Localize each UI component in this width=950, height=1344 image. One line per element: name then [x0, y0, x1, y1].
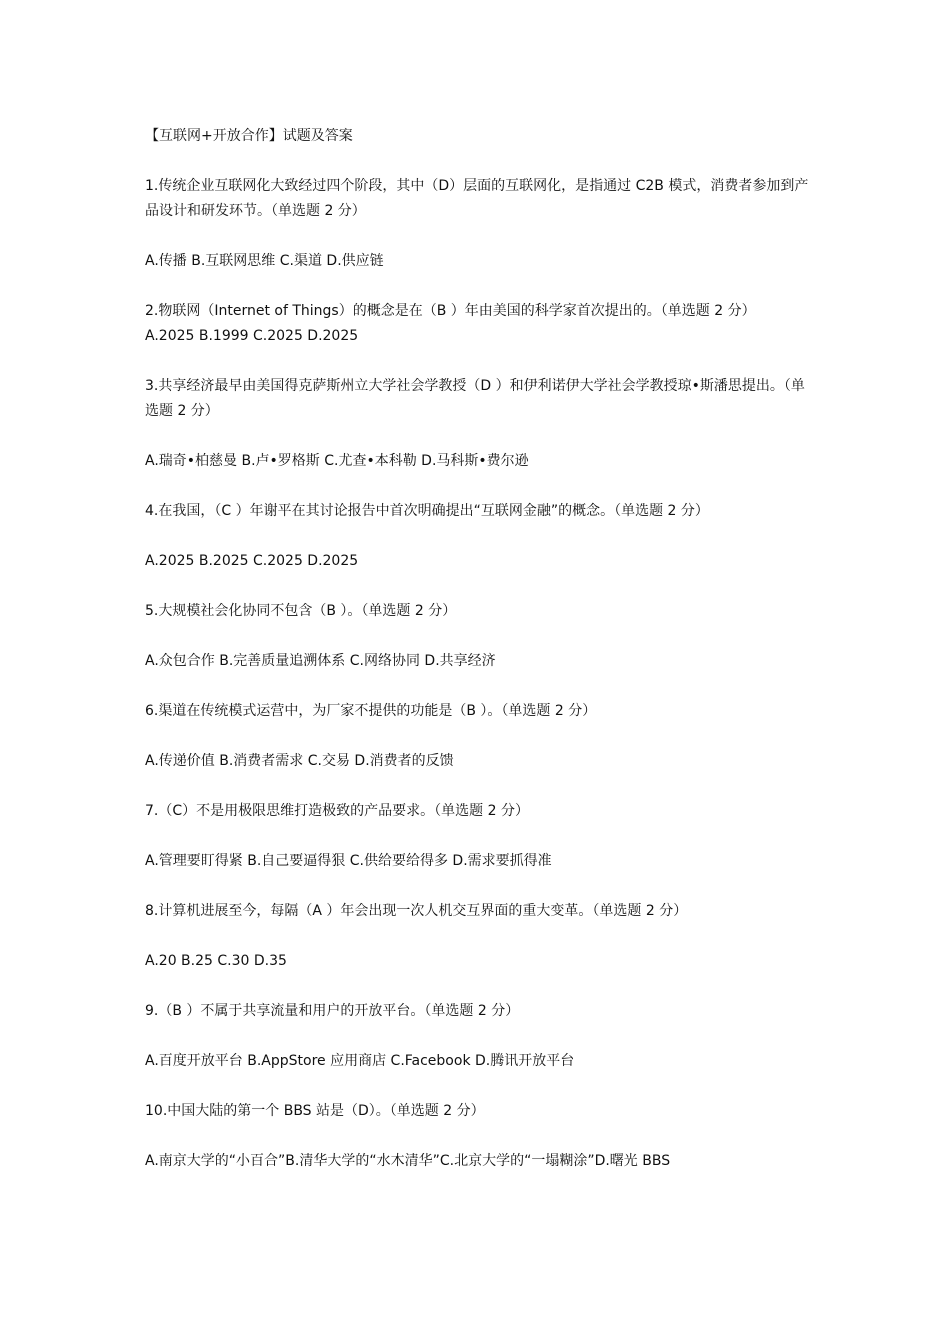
question-options: A.20 B.25 C.30 D.35 — [145, 953, 287, 969]
question-stem: 2.物联网（Internet of Things）的概念是在（B ）年由美国的科学家首次提出的。（单选题 2 分） — [145, 303, 756, 319]
question-stem: 8.计算机进展至今，每隔（A ）年会出现一次人机交互界面的重大变革。（单选题 2 分） — [145, 903, 688, 919]
question-stem: 1.传统企业互联网化大致经过四个阶段，其中（D）层面的互联网化，是指通过 C2B 模式，消费者参加到产品设计和研发环节。（单选题 2 分） — [145, 178, 809, 219]
question-stem: 6.渠道在传统模式运营中，为厂家不提供的功能是（B ）。（单选题 2 分） — [145, 703, 597, 719]
question-options: A.管理要盯得紧 B.自己要逼得狠 C.供给要给得多 D.需求要抓得准 — [145, 853, 552, 869]
question-options: A.2025 B.1999 C.2025 D.2025 — [145, 328, 359, 344]
question-stem: 10.中国大陆的第一个 BBS 站是（D）。（单选题 2 分） — [145, 1103, 485, 1119]
document-title: 【互联网+开放合作】试题及答案 — [145, 128, 353, 144]
question-stem: 4.在我国，（C ）年谢平在其讨论报告中首次明确提出“互联网金融”的概念。（单选题 2 分） — [145, 503, 709, 519]
question-stem: 7.（C）不是用极限思维打造极致的产品要求。（单选题 2 分） — [145, 803, 529, 819]
question-options: A.传递价值 B.消费者需求 C.交易 D.消费者的反馈 — [145, 753, 454, 769]
question-options: A.南京大学的“小百合”B.清华大学的“水木清华”C.北京大学的“一塌糊涂”D.曙光 BBS — [145, 1153, 671, 1169]
question-options: A.百度开放平台 B.AppStore 应用商店 C.Facebook D.腾讯开放平台 — [145, 1053, 575, 1069]
question-options: A.2025 B.2025 C.2025 D.2025 — [145, 553, 359, 569]
question-stem: 5.大规模社会化协同不包含（B ）。（单选题 2 分） — [145, 603, 457, 619]
question-options: A.瑞奇•柏慈曼 B.卢•罗格斯 C.尤查•本科勒 D.马科斯•费尔逊 — [145, 453, 529, 469]
question-options: A.传播 B.互联网思维 C.渠道 D.供应链 — [145, 253, 384, 269]
document-body — [145, 124, 813, 1199]
question-stem: 9.（B ）不属于共享流量和用户的开放平台。（单选题 2 分） — [145, 1003, 520, 1019]
question-stem: 3.共享经济最早由美国得克萨斯州立大学社会学教授（D ）和伊利诺伊大学社会学教授琼•斯潘思提出。（单选题 2 分） — [145, 378, 805, 419]
question-options: A.众包合作 B.完善质量追溯体系 C.网络协同 D.共享经济 — [145, 653, 496, 669]
